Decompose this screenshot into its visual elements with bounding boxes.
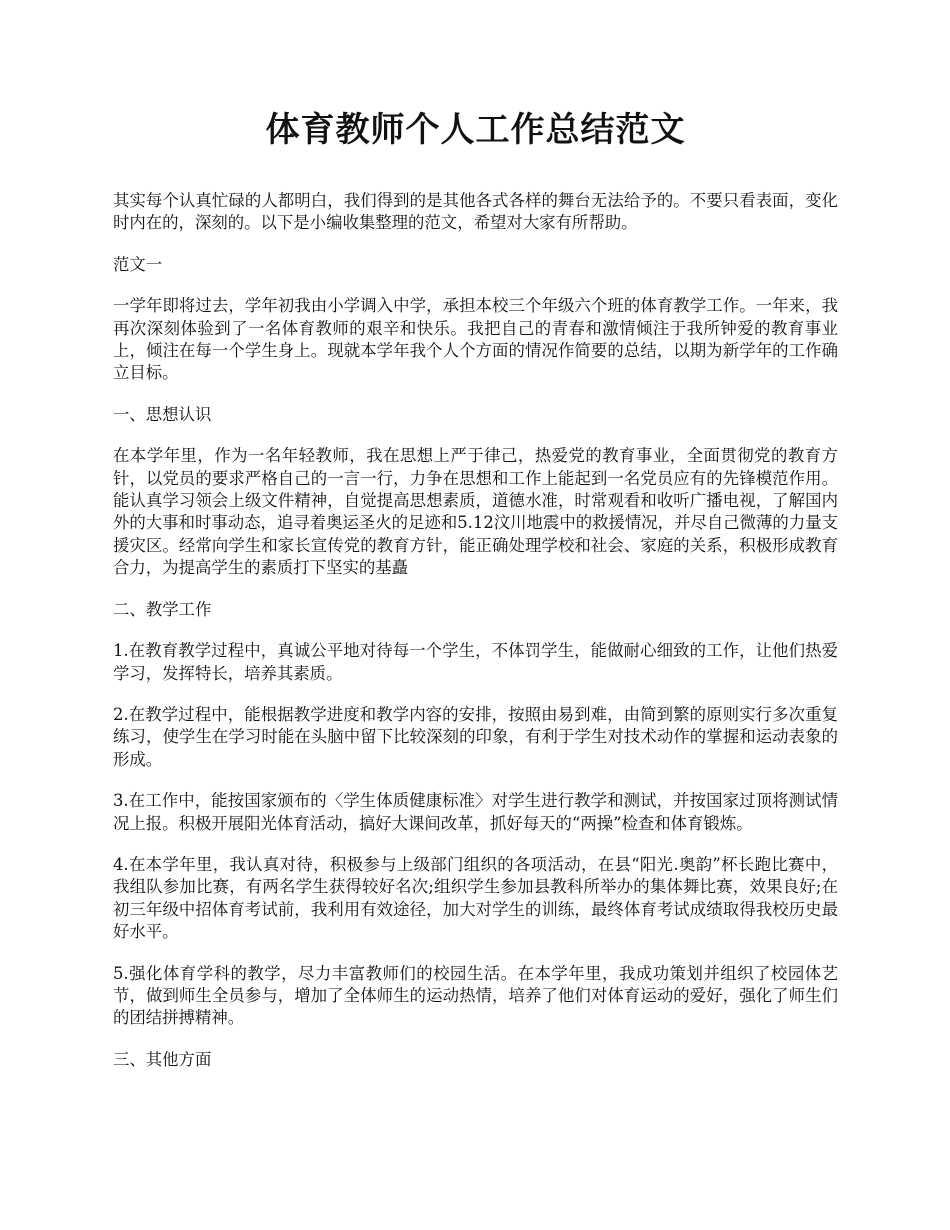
section-heading-ideology: 一、思想认识: [113, 404, 212, 424]
opening-paragraph: 一学年即将过去，学年初我由小学调入中学，承担本校三个年级六个班的体育教学工作。一年来，我再次深刻体验到了一名体育教师的艰辛和快乐。我把自己的青春和激情倾注于我所钟爱的教育事业上，倾注在每一个学生身上。现就本学年我个人个方面的情况作简要的总结，以期为新学年的工作确立目标。: [113, 296, 838, 383]
teaching-item-3: 3.在工作中，能按国家颁布的〈学生体质健康标准〉对学生进行教学和测试，并按国家过顶将测试情况上报。积极开展阳光体育活动，搞好大课间改革，抓好每天的“两操”检查和体育锻炼。: [113, 791, 838, 833]
ideology-paragraph: 在本学年里，作为一名年轻教师，我在思想上严于律己，热爱党的教育事业，全面贯彻党的教育方针，以党员的要求严格自己的一言一行，力争在思想和工作上能起到一名党员应有的先锋模范作用。能认真学习领会上级文件精神，自觉提高思想素质，道德水准，时常观看和收听广播电视，了解国内外的大事和时事动态，追寻着奥运圣火的足迹和5.12汶川地震中的救援情况，并尽自己微薄的力量支援灾区。经常向学生和家长宣传党的教育方针，能正确处理学校和社会、家庭的关系，积极形成教育合力，为提高学生的素质打下坚实的基矗: [113, 446, 838, 578]
section-heading-teaching: 二、教学工作: [113, 599, 212, 619]
teaching-item-1: 1.在教育教学过程中，真诚公平地对待每一个学生，不体罚学生，能做耐心细致的工作，让他们热爱学习，发挥特长，培养其素质。: [113, 641, 838, 683]
document-title: 体育教师个人工作总结范文: [265, 110, 686, 150]
intro-paragraph: 其实每个认真忙碌的人都明白，我们得到的是其他各式各样的舞台无法给予的。不要只看表面，变化时内在的，深刻的。以下是小编收集整理的范文，希望对大家有所帮助。: [113, 191, 838, 233]
section-heading-other: 三、其他方面: [113, 1049, 212, 1069]
teaching-item-5: 5.强化体育学科的教学，尽力丰富教师们的校园生活。在本学年里，我成功策划并组织了校园体艺节，做到师生全员参与，增加了全体师生的运动热情，培养了他们对体育运动的爱好，强化了师生们的团结拼搏精神。: [113, 963, 838, 1028]
teaching-item-4: 4.在本学年里，我认真对待，积极参与上级部门组织的各项活动，在县“阳光.奥韵”杯长跑比赛中，我组队参加比赛，有两名学生获得较好名次;组织学生参加县教科所举办的集体舞比赛，效果良好;在初三年级中招体育考试前，我利用有效途径，加大对学生的训练，最终体育考试成绩取得我校历史最好水平。: [113, 854, 838, 942]
section-heading-sample-one: 范文一: [113, 254, 163, 274]
teaching-item-2: 2.在教学过程中，能根据教学进度和教学内容的安排，按照由易到难，由简到繁的原则实行多次重复练习，使学生在学习时能在头脑中留下比较深刻的印象，有利于学生对技术动作的掌握和运动表象的形成。: [113, 704, 838, 769]
